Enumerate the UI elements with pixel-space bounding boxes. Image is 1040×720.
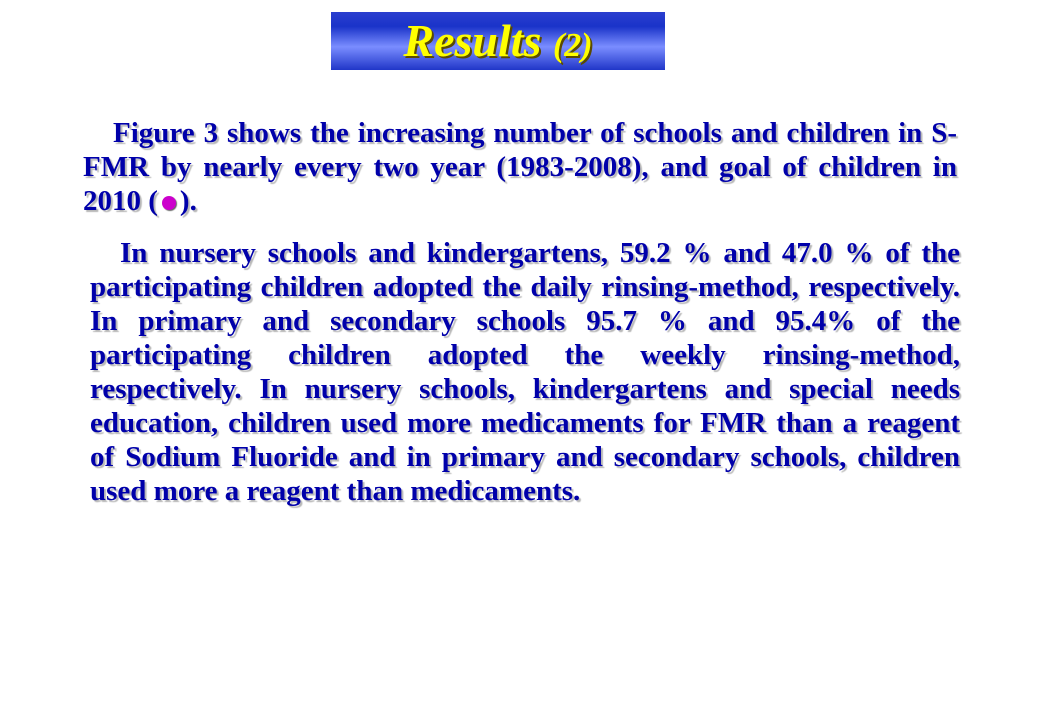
- slide-title: [403, 15, 593, 66]
- filled-circle-icon: [162, 196, 176, 210]
- paragraph-figure-3: [83, 116, 957, 218]
- title-number: (2): [552, 27, 593, 64]
- title-banner: [331, 12, 665, 70]
- paragraph-rinsing-method: In nursery schools and kindergartens, 59.2 % and 47.0 % of the participating children adopted the daily rinsing-method, respectively. In primary and secondary schools 95.7 % and 95.4% of the participating children adopted the weekly rinsing-method, respectively. In nursery schools, kindergartens and special needs education, children used more medicaments for FMR than a reagent of Sodium Fluoride and in primary and secondary schools, children used more a reagent than medicaments.: [90, 237, 960, 507]
- title-main: Results: [403, 15, 542, 66]
- paragraph-1-text: Figure 3 shows the increasing number of schools and children in S-FMR by nearly every two year (1983-2008), and goal of children in 2010 (: [83, 117, 957, 217]
- paragraph-1-end: ).: [179, 185, 197, 217]
